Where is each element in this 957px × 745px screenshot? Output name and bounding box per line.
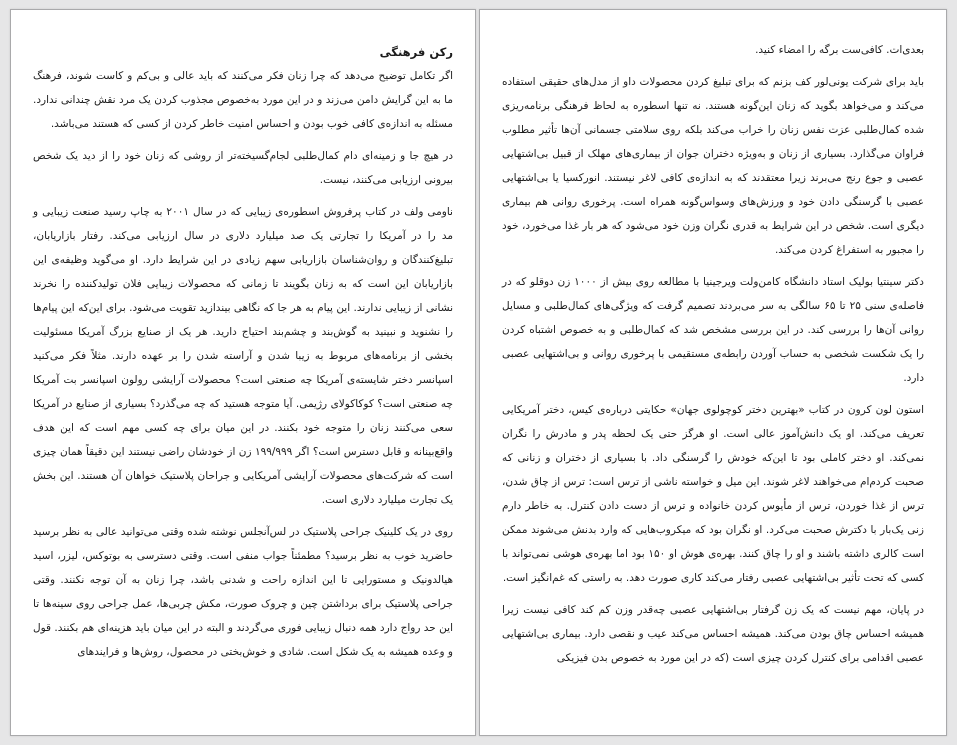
paragraph: در پایان، مهم نیست که یک زن گرفتار بی‌اشتهایی عصبی چه‌قدر وزن کم کند کافی نیست زیرا همیشه احساس چاق بودن می‌کند. همیشه احساس می‌کند عیب و نقصی دارد. بیماری بی‌اشتهایی عصبی اقدامی برای کنترل کردن چیزی است (که در این مورد به خصوص بدن فیزیکی — [502, 604, 924, 664]
page-right — [479, 9, 947, 736]
paragraph: اگر تکامل توضیح می‌دهد که چرا زنان فکر می‌کنند که باید عالی و بی‌کم و کاست شوند، فرهنگ ما به این گرایش دامن می‌زند و در این مورد به‌خصوص مجذوب کردن یک مرد نقش چندانی ندارد. مسئله به اندازه‌ی کافی خوب بودن و احساس امنیت خاطر کردن از کسی که هستند می‌باشد. — [33, 70, 453, 130]
paragraph: باید برای شرکت یونی‌لور کف بزنم که برای تبلیغ کردن محصولات داو از مدل‌های حقیقی استفاده می‌کند و می‌خواهد بگوید که زنان این‌گونه هستند. نه تنها اسطوره به لحاظ فرهنگی برنامه‌ریزی شده کمال‌طلبی عزت نفس زنان را خراب می‌کند بلکه روی سلامتی جسمانی آن‌ها تأثیر مطلوب فراوان می‌گذارد. بسیاری از زنان و به‌ویژه دختران جوان از بیماری‌های مهلک از قبیل بی‌اشتهایی عصبی و جوع رنج می‌برند زیرا معتقدند که به اندازه‌ی کافی لاغر نیستند. انورکسیا یا بی‌اشتهایی عصبی با گرسنگی دادن خود و ورزش‌های وسواس‌گونه همراه است. پرخوری روانی هم بیماری دیگری است. شخص در این شرایط به قدری نگران وزن خود می‌شود که هر بار غذا می‌خورد، خود را مجبور به استفراغ کردن می‌کند. — [502, 76, 924, 256]
paragraph: در هیچ جا و زمینه‌ای دام کمال‌طلبی لجام‌گسیخته‌تر از روشی که زنان خود را از دید یک شخص بیرونی ارزیابی می‌کنند، نیست. — [33, 150, 453, 186]
section-heading: رکن فرهنگی — [379, 45, 453, 59]
paragraph: ناومی ولف در کتاب پرفروش اسطوره‌ی زیبایی که در سال ۲۰۰۱ به چاپ رسید صنعت زیبایی و مد را در آمریکا را تجارتی یک صد میلیارد دلاری در سال ارزیابی می‌کند. رفتار بازاریابان، تبلیغ‌کنندگان و روان‌شناسان بازاریابی سهم زیادی در این شرایط دارد. او می‌گوید وظیفه‌ی این بازاریابان این است که به زنان بگویند تا زمانی که محصولات زیبایی فلان تولیدکننده را نخرند نشانی از زیبایی ندارند. این پیام به هر جا که نگاهی بیندازید تقویت می‌شود. برای این‌که این پیام‌ها را نشنوید و نبینید به گوش‌بند و چشم‌بند احتیاج دارید. هر یک از صنایع بزرگ آمریکا مسئولیت بخشی از برنامه‌های مربوط به زیبا شدن و آراسته شدن را بر عهده دارند. مثلاً فکر می‌کنید اسپانسر دختر شایسته‌ی آمریکا چه صنعتی است؟ محصولات آرایشی رولون اسپانسر بت آمریکا چه صنعتی است؟ کوکاکولای رژیمی. آیا متوجه هستید که چه می‌گذرد؟ بسیاری از صنایع در آمریکا سعی می‌کنند زنان را متوجه خود بکنند. در این میان برای چه کسی مهم است که این هدف واقع‌بینانه و قابل دسترس است؟ اگر ۱۹۹/۹۹۹ زن از خودشان راضی نیستند این دقیقاً همان چیزی است که شرکت‌های محصولات آرایشی آمریکایی و جراحان پلاستیک خواهان آن هستند. این بخش یک تجارت میلیارد دلاری است. — [33, 206, 453, 506]
paragraph: دکتر سینتیا بولیک استاد دانشگاه کامن‌ولت ویرجینیا با مطالعه روی بیش از ۱۰۰۰ زن دوقلو که در فاصله‌ی سنی ۲۵ تا ۶۵ سالگی به سر می‌بردند تصمیم گرفت که ویژگی‌های کمال‌طلبی و مسایل روانی آن‌ها را بررسی کند. در این بررسی مشخص شد که کمال‌طلبی و به خصوص اشتباه کردن را یک شکست شخصی به حساب آوردن رابطه‌ی مستقیمی با پرخوری روانی و بی‌اشتهایی عصبی دارد. — [502, 276, 925, 384]
paragraph: استون لون کرون در کتاب «بهترین دختر کوچولوی جهان» حکایتی درباره‌ی کیس، دختر آمریکایی تعریف می‌کند. او یک دانش‌آموز عالی است. او هرگز حتی یک لحظه پدر و مادرش را نگران نمی‌کند. او دختر کاملی بود تا این‌که خودش را گرسنگی داد. با بسیاری از دختران و زنانی که صحبت کردم‌ام می‌خواهند لاغر شوند. این میل و خواسته ناشی از ترس است: ترس از چاق شدن، ترس از غذا خوردن، ترس از مأیوس کردن خانواده و ترس از دست دادن کنترل. به خاطر دارم زنی یک‌بار با دکترش صحبت می‌کرد. او نگران بود که میکروب‌هایی که وارد بدنش می‌شوند ممکن است کالری داشته باشند و او را چاق کنند. بهره‌ی هوش او ۱۵۰ بود اما بهره‌ی هوشی نمی‌تواند با کسی که تحت تأثیر بی‌اشتهایی عصبی رفتار می‌کند کاری صورت دهد. به راستی که غم‌انگیز است. — [502, 404, 924, 584]
page-left-text — [33, 40, 453, 672]
paragraph: بعدی‌ات. کافی‌ست برگه را امضاء کنید. — [755, 44, 924, 56]
page-right-text — [502, 38, 924, 678]
page-left — [10, 9, 476, 736]
paragraph: روی در یک کلینیک جراحی پلاستیک در لس‌آنجلس نوشته شده وقتی می‌توانید عالی به نظر برسید حاضرید خوب به نظر برسید؟ مطمئناً جواب منفی است. وقتی دسترسی به بوتوکس، لیزر، اسید هیالدونیک و مستورایی تا این اندازه راحت و شدنی باشد، چرا زنان به آن توجه نکنند. وقتی جراحی پلاستیک برای برداشتن چین و چروک صورت، مکش چربی‌ها، عمل جراحی روی سینه‌ها تا این حد رواج دارد همه دنبال زیبایی فوری می‌گردند و البته در این میان باید هزینه‌ای هم بکنند. قول و وعده همیشه به یک شکل است. شادی و خوش‌بختی در محصول، روش‌ها و فرایندهای — [33, 526, 453, 658]
